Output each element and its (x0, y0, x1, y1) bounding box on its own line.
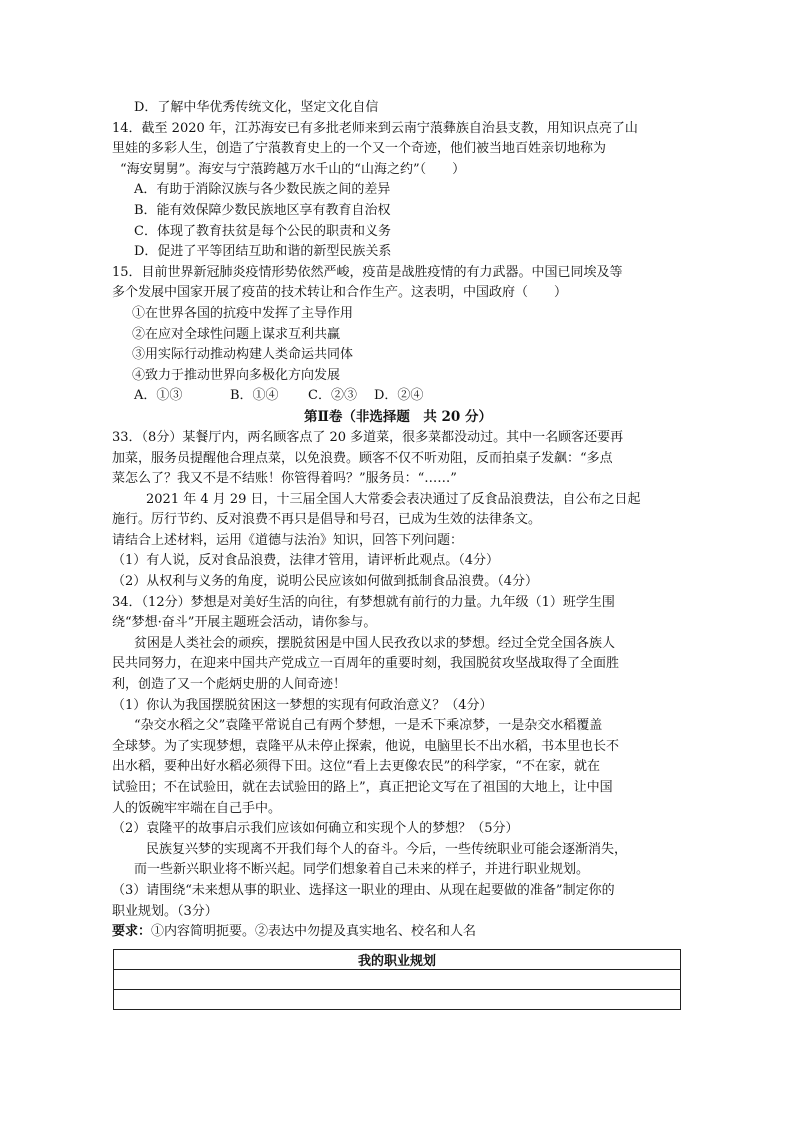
question-15 (112, 263, 684, 407)
q13-option-d: D．了解中华优秀传统文化，坚定文化自信 (134, 100, 379, 115)
q14-option-c: C．体现了教育扶贫是每个公民的职责和义务 (134, 223, 391, 239)
q15-item: ②在应对全球性问题上谋求互利共赢 (132, 326, 341, 342)
q33-stem-line: 菜怎么了？我又不是不结账！你管得着吗？”服务员：“……” (112, 471, 457, 487)
career-plan-title: 我的职业规划 (114, 950, 681, 970)
q15-item: ①在世界各国的抗疫中发挥了主导作用 (132, 305, 354, 321)
q15-item: ③用实际行动推动构建人类命运共同体 (132, 347, 354, 363)
q34-material-line: 民共同努力，在迎来中国共产党成立一百周年的重要时刻，我国脱贫攻坚战取得了全面胜 (112, 656, 620, 672)
requirements-text: ①内容简明扼要。②表达中勿提及真实地名、校名和人名 (151, 924, 477, 940)
q33-sub-question-2: （2）从权利与义务的角度，说明公民应该如何做到抵制食品浪费。（4分） (112, 574, 539, 590)
q34-material-line: 而一些新兴职业将不断兴起。同学们想象着自己未来的样子，并进行职业规划。 (134, 862, 590, 878)
q15-choices (112, 386, 684, 407)
q34-sub-question-3: 职业规划。（3分） (112, 903, 218, 919)
q15-choice-a: A．①③ (134, 388, 183, 404)
requirements-label: 要求： (112, 924, 152, 940)
q14-option-b: B．能有效保障少数民族地区享有教育自治权 (134, 202, 391, 218)
q14-stem-line: “海安舅舅”。海安与宁蒗跨越万水千山的“山海之约”（ ） (120, 161, 466, 177)
section-2-title: 第Ⅱ卷（非选择题 共 20 分） (303, 408, 493, 425)
q15-stem-line: 多个发展中国家开展了疫苗的技术转让和合作生产。这表明，中国政府（ ） (112, 285, 568, 301)
q34-material-line: 贫困是人类社会的顽疾，摆脱贫困是中国人民孜孜以求的梦想。经过全党全国各族人 (134, 635, 616, 651)
q34-sub-question-2: （2）袁隆平的故事启示我们应该如何确立和实现个人的梦想？（5分） (112, 821, 519, 837)
career-plan-answer-row[interactable] (114, 970, 681, 990)
career-plan-answer-row[interactable] (114, 990, 681, 1010)
q34-material-line: 出水稻，要种出好水稻必须得下田。这位“看上去更像农民”的科学家，“不在家，就在 (112, 759, 600, 775)
q33-material-line: 施行。厉行节约、反对浪费不再只是倡导和号召，已成为生效的法律条文。 (112, 512, 542, 528)
q34-material-line: 利，创造了又一个彪炳史册的人间奇迹！ (112, 677, 347, 693)
question-34 (112, 593, 684, 943)
question-14 (112, 119, 684, 263)
q34-material-line: 民族复兴梦的实现离不开我们每个人的奋斗。今后，一些传统职业可能会逐渐消失， (146, 841, 628, 857)
q34-stem-line: 绕“梦想·奋斗”开展主题班会活动，请你参与。 (112, 615, 377, 631)
q34-stem-line: 34．（12分）梦想是对美好生活的向往，有梦想就有前行的力量。九年级（1）班学生围 (112, 594, 615, 610)
q34-sub-question-1: （1）你认为我国摆脱贫困这一梦想的实现有何政治意义？（4分） (112, 697, 493, 713)
exam-page (112, 98, 684, 943)
q14-option-a: A．有助于消除汉族与各少数民族之间的差异 (134, 182, 391, 198)
q34-material-line: 试验田；不在试验田，就在去试验田的路上”，真正把论文写在了祖国的大地上，让中国 (112, 780, 613, 795)
q33-stem-line: 加菜，服务员提醒他合理点菜，以免浪费。顾客不仅不听劝阻，反而拍桌子发飙：“多点 (112, 450, 613, 466)
q33-stem-line: 33．（8分）某餐厅内，两名顾客点了 20 多道菜，很多菜都没动过。其中一名顾客还要再 (112, 429, 624, 445)
q33-sub-question-1: （1）有人说，反对食品浪费，法律才管用，请评析此观点。（4分） (112, 553, 500, 569)
question-33 (112, 428, 684, 593)
q33-prompt: 请结合上述材料，运用《道德与法治》知识，回答下列问题： (112, 532, 464, 548)
q34-material-line: “杂交水稻之父”袁隆平常说自己有两个梦想，一是禾下乘凉梦，一是杂交水稻覆盖 (134, 718, 603, 734)
q33-material-line: 2021 年 4 月 29 日，十三届全国人大常委会表决通过了反食品浪费法，自公布之日起 (146, 491, 641, 507)
q14-option-d: D．促进了平等团结互助和谐的新型民族关系 (134, 244, 392, 260)
q15-item: ④致力于推动世界向多极化方向发展 (132, 367, 341, 383)
q15-choice-d: D．②④ (374, 388, 424, 404)
q34-material-line: 人的饭碗牢牢端在自己手中。 (112, 800, 282, 816)
q15-stem-line: 15．目前世界新冠肺炎疫情形势依然严峻，疫苗是战胜疫情的有力武器。中国已同埃及等 (112, 264, 623, 280)
q14-stem-line: 14．截至 2020 年，江苏海安已有多批老师来到云南宁蒗彝族自治县支教，用知识点亮了山 (112, 120, 638, 136)
q15-choice-b: B．①④ (230, 388, 279, 404)
q34-material-line: 全球梦。为了实现梦想，袁隆平从未停止探索，他说，电脑里长不出水稻，书本里也长不 (112, 738, 620, 754)
q15-choice-c: C．②③ (308, 388, 357, 404)
q14-stem-line: 里娃的多彩人生，创造了宁蒗教育史上的一个又一个奇迹，他们被当地百姓亲切地称为 (112, 141, 607, 157)
q34-sub-question-3: （3）请围绕“未来想从事的职业、选择这一职业的理由、从现在起要做的准备”制定你的 (112, 882, 615, 898)
career-plan-table (113, 949, 681, 1010)
q34-requirements (112, 922, 684, 943)
